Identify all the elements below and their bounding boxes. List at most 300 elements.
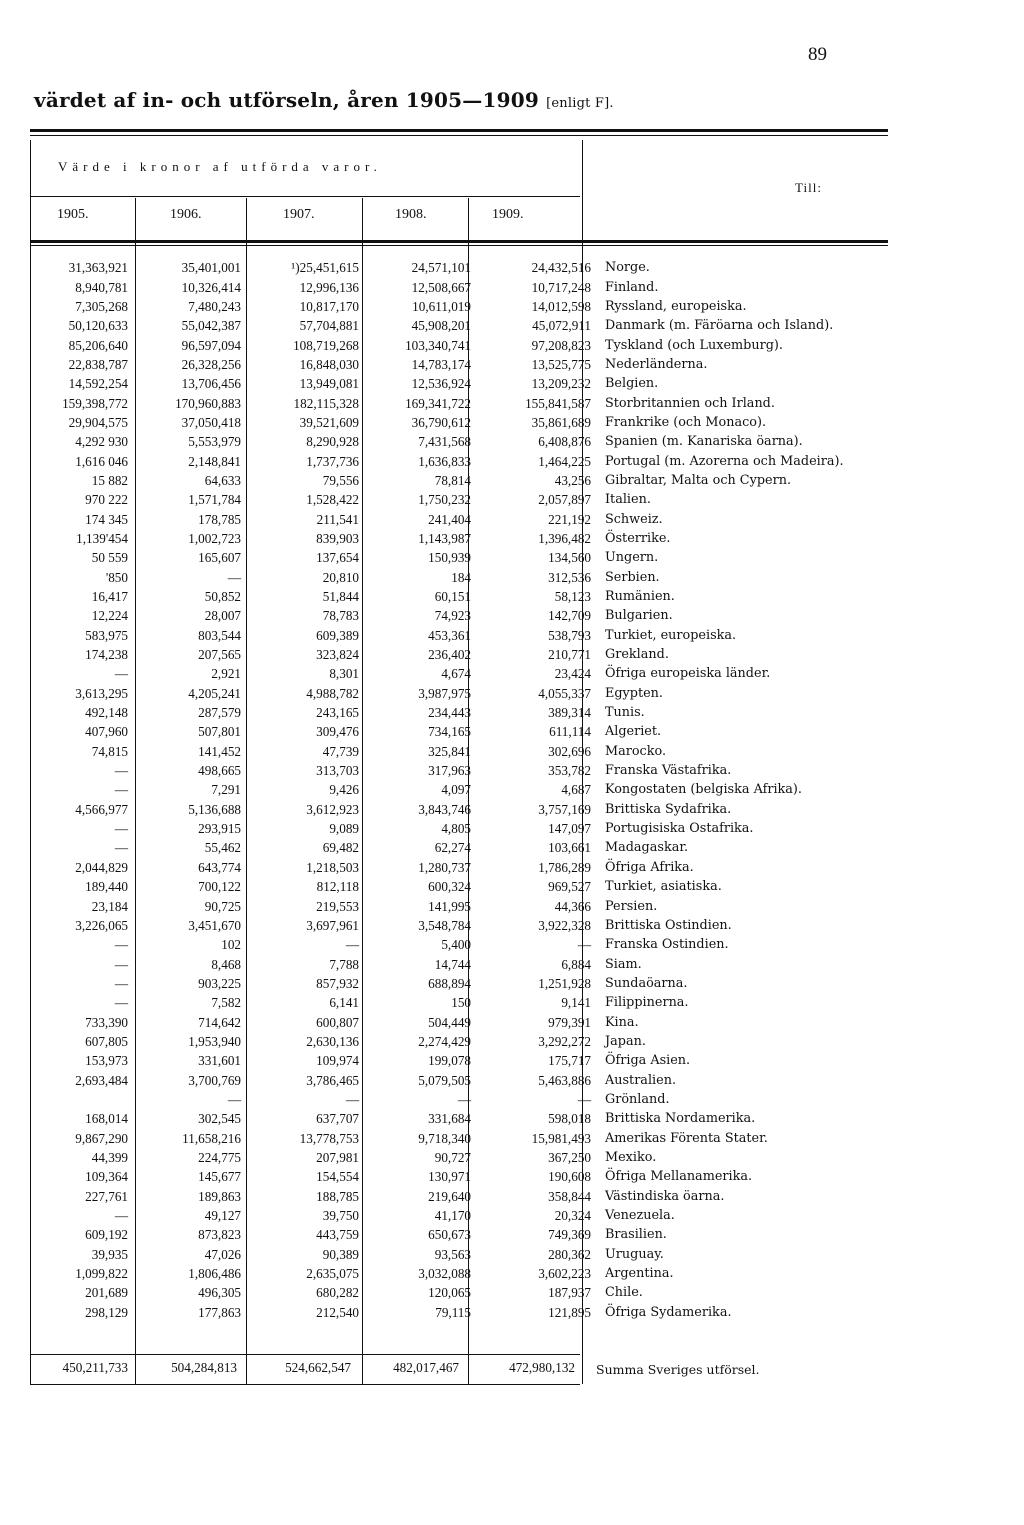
destination-cell: Japan. bbox=[605, 1033, 646, 1049]
table-row bbox=[30, 1187, 909, 1206]
value-cell: 7,480,243 bbox=[188, 298, 241, 314]
value-cell: 207,565 bbox=[198, 647, 241, 663]
total-1905: 450,211,733 bbox=[62, 1360, 128, 1375]
value-cell: 1,099,822 bbox=[75, 1266, 128, 1282]
value-cell: 103,340,741 bbox=[405, 337, 471, 353]
value-cell: — bbox=[114, 975, 128, 991]
value-cell: 4,988,782 bbox=[306, 685, 359, 701]
value-cell: 5,136,688 bbox=[188, 801, 241, 817]
value-cell: 6,141 bbox=[329, 995, 359, 1011]
value-cell: 3,843,746 bbox=[418, 801, 471, 817]
value-cell: 1,953,940 bbox=[188, 1033, 241, 1049]
value-cell: 1,251,928 bbox=[538, 975, 591, 991]
destination-cell: Australien. bbox=[605, 1072, 677, 1088]
value-cell: 44,399 bbox=[91, 1149, 128, 1165]
value-cell: 9,718,340 bbox=[418, 1130, 471, 1146]
value-cell: 3,602,223 bbox=[538, 1266, 591, 1282]
value-cell: 8,468 bbox=[211, 956, 241, 972]
value-cell: 4,674 bbox=[441, 666, 471, 682]
table-row bbox=[30, 374, 909, 393]
value-cell: 37,050,418 bbox=[181, 414, 241, 430]
destination-cell: Belgien. bbox=[605, 376, 659, 392]
table-row bbox=[30, 355, 909, 374]
value-cell: 150 bbox=[451, 995, 471, 1011]
destination-cell: Portugisiska Ostafrika. bbox=[605, 821, 754, 837]
value-cell: 177,863 bbox=[198, 1304, 241, 1320]
value-cell: 1,636,833 bbox=[418, 453, 471, 469]
value-cell: — bbox=[114, 666, 128, 682]
destination-cell: Grekland. bbox=[605, 647, 669, 663]
table-row bbox=[30, 645, 909, 664]
value-cell: 13,778,753 bbox=[299, 1130, 359, 1146]
value-cell: 219,553 bbox=[316, 898, 359, 914]
value-cell: 583,975 bbox=[85, 627, 128, 643]
table-row bbox=[30, 780, 909, 799]
value-cell: 55,042,387 bbox=[181, 318, 241, 334]
value-cell: 2,044,829 bbox=[75, 859, 128, 875]
value-cell: 353,782 bbox=[548, 763, 591, 779]
table-row bbox=[30, 684, 909, 703]
table-row bbox=[30, 838, 909, 857]
value-cell: 74,815 bbox=[91, 743, 128, 759]
value-cell: 302,545 bbox=[198, 1111, 241, 1127]
value-cell: 47,026 bbox=[204, 1246, 241, 1262]
total-top-rule bbox=[30, 1354, 580, 1355]
value-cell: 153,973 bbox=[85, 1053, 128, 1069]
value-cell: 714,642 bbox=[198, 1014, 241, 1030]
value-cell: 39,521,609 bbox=[299, 414, 359, 430]
value-cell: 803,544 bbox=[198, 627, 241, 643]
value-cell: 96,597,094 bbox=[181, 337, 241, 353]
destination-cell: Kongostaten (belgiska Afrika). bbox=[605, 782, 802, 798]
value-cell: — bbox=[457, 1091, 471, 1107]
year-header-1909: 1909. bbox=[492, 207, 524, 222]
table-row bbox=[30, 1128, 909, 1147]
total-1908: 482,017,467 bbox=[393, 1360, 459, 1375]
value-cell: 170,960,883 bbox=[175, 395, 241, 411]
value-cell: 498,665 bbox=[198, 763, 241, 779]
destination-cell: Ungern. bbox=[605, 550, 659, 566]
destination-cell: Amerikas Förenta Stater. bbox=[605, 1130, 768, 1146]
value-cell: 680,282 bbox=[316, 1285, 359, 1301]
value-cell: 31,363,921 bbox=[68, 260, 128, 276]
value-cell: 210,771 bbox=[548, 647, 591, 663]
value-cell: 3,922,328 bbox=[538, 917, 591, 933]
value-cell: 45,072,911 bbox=[532, 318, 591, 334]
value-cell: 15,981,493 bbox=[531, 1130, 591, 1146]
value-cell: — bbox=[345, 1091, 359, 1107]
value-cell: 3,987,975 bbox=[418, 685, 471, 701]
table-row bbox=[30, 335, 909, 354]
value-cell: 1,750,232 bbox=[418, 492, 471, 508]
table-row bbox=[30, 722, 909, 741]
value-cell: 121,895 bbox=[548, 1304, 591, 1320]
destination-cell: Chile. bbox=[605, 1285, 643, 1301]
value-cell: 4,805 bbox=[441, 821, 471, 837]
value-cell: 280,362 bbox=[548, 1246, 591, 1262]
value-cell: 3,700,769 bbox=[188, 1072, 241, 1088]
value-cell: 141,452 bbox=[198, 743, 241, 759]
value-cell: 11,658,216 bbox=[182, 1130, 241, 1146]
table-row bbox=[30, 858, 909, 877]
table-row bbox=[30, 393, 909, 412]
value-cell: 14,744 bbox=[434, 956, 471, 972]
destination-cell: Gibraltar, Malta och Cypern. bbox=[605, 472, 792, 488]
value-cell: 10,717,248 bbox=[531, 279, 591, 295]
table-body bbox=[30, 258, 909, 1322]
value-cell: 7,431,568 bbox=[418, 434, 471, 450]
value-cell: 2,635,075 bbox=[306, 1266, 359, 1282]
value-cell: 57,704,881 bbox=[299, 318, 359, 334]
value-cell: 50,120,633 bbox=[68, 318, 128, 334]
value-cell: 141,995 bbox=[428, 898, 471, 914]
value-cell: 12,508,667 bbox=[411, 279, 471, 295]
value-cell: 49,127 bbox=[204, 1208, 241, 1224]
value-cell: 8,290,928 bbox=[306, 434, 359, 450]
value-cell: 60,151 bbox=[434, 589, 471, 605]
value-cell: 538,793 bbox=[548, 627, 591, 643]
value-cell: 199,078 bbox=[428, 1053, 471, 1069]
destination-cell: Öfriga Afrika. bbox=[605, 859, 694, 875]
value-cell: — bbox=[227, 1091, 241, 1107]
value-cell: 3,757,169 bbox=[538, 801, 591, 817]
year-header-1908: 1908. bbox=[395, 207, 427, 222]
destination-cell: Öfriga europeiska länder. bbox=[605, 666, 771, 682]
destination-cell: Storbritannien och Irland. bbox=[605, 395, 775, 411]
page-title-note: [enligt F]. bbox=[546, 96, 614, 111]
destination-cell: Filippinerna. bbox=[605, 995, 689, 1011]
table-row bbox=[30, 800, 909, 819]
destination-cell: Brasilien. bbox=[605, 1227, 667, 1243]
value-cell: 189,863 bbox=[198, 1188, 241, 1204]
value-cell: 700,122 bbox=[198, 879, 241, 895]
destination-cell: Siam. bbox=[605, 956, 642, 972]
value-cell: 6,884 bbox=[561, 956, 591, 972]
value-cell: 182,115,328 bbox=[293, 395, 359, 411]
table-row bbox=[30, 587, 909, 606]
value-cell: — bbox=[114, 821, 128, 837]
year-header-1905: 1905. bbox=[57, 207, 89, 222]
year-divider-rule bbox=[30, 196, 580, 197]
table-row bbox=[30, 277, 909, 296]
value-cell: 20,810 bbox=[322, 569, 359, 585]
value-cell: 3,451,670 bbox=[188, 917, 241, 933]
value-cell: 26,328,256 bbox=[181, 356, 241, 372]
total-1909: 472,980,132 bbox=[509, 1360, 575, 1375]
value-cell: 637,707 bbox=[316, 1111, 359, 1127]
value-cell: 69,482 bbox=[322, 840, 359, 856]
value-cell: 29,904,575 bbox=[68, 414, 128, 430]
value-cell: 243,165 bbox=[316, 705, 359, 721]
table-row bbox=[30, 316, 909, 335]
value-cell: 227,761 bbox=[85, 1188, 128, 1204]
table-row bbox=[30, 1206, 909, 1225]
value-cell: 175,717 bbox=[548, 1053, 591, 1069]
destination-cell: Finland. bbox=[605, 279, 659, 295]
value-cell: 903,225 bbox=[198, 975, 241, 991]
destination-cell: Grönland. bbox=[605, 1091, 670, 1107]
value-cell: 85,206,640 bbox=[68, 337, 128, 353]
value-cell: 43,256 bbox=[554, 472, 591, 488]
header-bottom-thick-rule bbox=[30, 240, 888, 243]
table-row bbox=[30, 819, 909, 838]
table-row bbox=[30, 413, 909, 432]
destination-cell: Persien. bbox=[605, 898, 658, 914]
value-cell: 7,291 bbox=[211, 782, 241, 798]
value-cell: 165,607 bbox=[198, 550, 241, 566]
page-title bbox=[34, 88, 614, 112]
value-cell: 137,654 bbox=[316, 550, 359, 566]
value-cell: 4,205,241 bbox=[188, 685, 241, 701]
value-cell: 62,274 bbox=[434, 840, 471, 856]
destination-cell: Schweiz. bbox=[605, 511, 663, 527]
value-cell: 312,536 bbox=[548, 569, 591, 585]
table-row bbox=[30, 432, 909, 451]
year-header-1907: 1907. bbox=[283, 207, 315, 222]
value-cell: 407,960 bbox=[85, 724, 128, 740]
value-cell: ¹)25,451,615 bbox=[291, 260, 359, 276]
table-row bbox=[30, 935, 909, 954]
value-cell: 3,226,065 bbox=[75, 917, 128, 933]
value-cell: 36,790,612 bbox=[411, 414, 471, 430]
value-cell: 184 bbox=[451, 569, 471, 585]
destination-cell: Uruguay. bbox=[605, 1246, 664, 1262]
value-cell: 12,536,924 bbox=[411, 376, 471, 392]
value-cell: 7,582 bbox=[211, 995, 241, 1011]
value-cell: 154,554 bbox=[316, 1169, 359, 1185]
value-cell: 93,563 bbox=[434, 1246, 471, 1262]
value-cell: 120,065 bbox=[428, 1285, 471, 1301]
destination-cell: Öfriga Sydamerika. bbox=[605, 1304, 732, 1320]
value-cell: 1,139'454 bbox=[76, 530, 128, 546]
value-cell: 234,443 bbox=[428, 705, 471, 721]
value-cell: 3,548,784 bbox=[418, 917, 471, 933]
value-cell: 187,937 bbox=[548, 1285, 591, 1301]
value-cell: 79,115 bbox=[435, 1304, 471, 1320]
value-cell: 12,224 bbox=[91, 608, 128, 624]
value-cell: 970 222 bbox=[85, 492, 128, 508]
value-cell: 600,324 bbox=[428, 879, 471, 895]
total-1907: 524,662,547 bbox=[285, 1360, 351, 1375]
value-cell: 14,783,174 bbox=[411, 356, 471, 372]
value-cell: 4,097 bbox=[441, 782, 471, 798]
value-cell: 4,055,337 bbox=[538, 685, 591, 701]
value-cell: 219,640 bbox=[428, 1188, 471, 1204]
value-cell: 598,018 bbox=[548, 1111, 591, 1127]
value-cell: 90,727 bbox=[434, 1149, 471, 1165]
value-cell: 134,560 bbox=[548, 550, 591, 566]
destination-cell: Bulgarien. bbox=[605, 608, 673, 624]
value-cell: 8,940,781 bbox=[75, 279, 128, 295]
destination-cell: Kina. bbox=[605, 1014, 639, 1030]
total-label: Summa Sveriges utförsel. bbox=[596, 1362, 760, 1377]
value-cell: 45,908,201 bbox=[411, 318, 471, 334]
value-cell: 2,148,841 bbox=[188, 453, 241, 469]
value-cell: — bbox=[114, 840, 128, 856]
export-value-table bbox=[30, 258, 909, 1322]
value-cell: 28,007 bbox=[204, 608, 241, 624]
value-cell: 839,903 bbox=[316, 530, 359, 546]
top-thin-rule bbox=[30, 135, 888, 136]
value-cell: — bbox=[114, 763, 128, 779]
total-bottom-rule bbox=[30, 1384, 580, 1385]
value-cell: 979,391 bbox=[548, 1014, 591, 1030]
table-row bbox=[30, 993, 909, 1012]
table-row bbox=[30, 664, 909, 683]
value-cell: 159,398,772 bbox=[62, 395, 128, 411]
value-cell: 358,844 bbox=[548, 1188, 591, 1204]
value-cell: — bbox=[114, 937, 128, 953]
value-cell: 130,971 bbox=[428, 1169, 471, 1185]
value-cell: 201,689 bbox=[85, 1285, 128, 1301]
value-cell: 1,571,784 bbox=[188, 492, 241, 508]
destination-cell: Rumänien. bbox=[605, 589, 675, 605]
value-cell: 609,389 bbox=[316, 627, 359, 643]
value-cell: 9,867,290 bbox=[75, 1130, 128, 1146]
destination-cell: Norge. bbox=[605, 260, 650, 276]
destination-cell: Sundaöarna. bbox=[605, 975, 688, 991]
table-row bbox=[30, 1070, 909, 1089]
value-cell: 1,616 046 bbox=[75, 453, 128, 469]
value-cell: 212,540 bbox=[316, 1304, 359, 1320]
value-cell: 4,687 bbox=[561, 782, 591, 798]
value-cell: 2,693,484 bbox=[75, 1072, 128, 1088]
value-cell: 873,823 bbox=[198, 1227, 241, 1243]
value-cell: 3,292,272 bbox=[538, 1033, 591, 1049]
value-cell: 1,143,987 bbox=[418, 530, 471, 546]
destination-cell: Öfriga Asien. bbox=[605, 1053, 691, 1069]
value-cell: 12,996,136 bbox=[299, 279, 359, 295]
value-cell: 643,774 bbox=[198, 859, 241, 875]
table-row bbox=[30, 568, 909, 587]
value-group-header: Värde i kronor af utförda varor. bbox=[58, 159, 382, 174]
value-cell: 64,633 bbox=[204, 472, 241, 488]
value-cell: 207,981 bbox=[316, 1149, 359, 1165]
value-cell: 8,301 bbox=[329, 666, 359, 682]
value-cell: 6,408,876 bbox=[538, 434, 591, 450]
value-cell: 600,807 bbox=[316, 1014, 359, 1030]
table-row bbox=[30, 916, 909, 935]
destination-cell: Egypten. bbox=[605, 685, 663, 701]
page-title-text: värdet af in- och utförseln, åren 1905—1909 bbox=[34, 88, 539, 112]
value-cell: 5,079,505 bbox=[418, 1072, 471, 1088]
value-cell bbox=[30, 1090, 132, 1109]
page-number: 89 bbox=[808, 44, 827, 65]
value-cell: 35,861,689 bbox=[531, 414, 591, 430]
value-cell: 2,630,136 bbox=[306, 1033, 359, 1049]
table-row bbox=[30, 606, 909, 625]
value-cell: 331,684 bbox=[428, 1111, 471, 1127]
value-cell: 168,014 bbox=[85, 1111, 128, 1127]
value-cell: 190,608 bbox=[548, 1169, 591, 1185]
value-cell: 1,786,289 bbox=[538, 859, 591, 875]
value-cell: 55,462 bbox=[204, 840, 241, 856]
value-cell: 1,396,482 bbox=[538, 530, 591, 546]
value-cell: 44,366 bbox=[554, 898, 591, 914]
value-cell: 109,974 bbox=[316, 1053, 359, 1069]
value-cell: 7,788 bbox=[329, 956, 359, 972]
value-cell: 10,611,019 bbox=[412, 298, 471, 314]
destination-cell: Turkiet, asiatiska. bbox=[605, 879, 722, 895]
destination-cell: Marocko. bbox=[605, 743, 667, 759]
value-cell: 298,129 bbox=[85, 1304, 128, 1320]
value-cell: 2,274,429 bbox=[418, 1033, 471, 1049]
value-cell: 1,737,736 bbox=[306, 453, 359, 469]
value-cell: 611,114 bbox=[549, 724, 591, 740]
table-row bbox=[30, 877, 909, 896]
table-row bbox=[30, 451, 909, 470]
destination-cell: Algeriet. bbox=[605, 724, 662, 740]
value-cell: — bbox=[114, 956, 128, 972]
value-cell: 331,601 bbox=[198, 1053, 241, 1069]
value-cell: 1,218,503 bbox=[306, 859, 359, 875]
top-thick-rule bbox=[30, 129, 888, 132]
value-cell: 812,118 bbox=[316, 879, 359, 895]
value-cell: 5,463,886 bbox=[538, 1072, 591, 1088]
value-cell: 9,141 bbox=[561, 995, 591, 1011]
destination-cell: Brittiska Nordamerika. bbox=[605, 1111, 756, 1127]
value-cell: — bbox=[114, 782, 128, 798]
value-cell: — bbox=[577, 937, 591, 953]
value-cell: 16,417 bbox=[91, 589, 128, 605]
value-cell: 51,844 bbox=[322, 589, 359, 605]
destination-cell: Tunis. bbox=[605, 705, 645, 721]
value-cell: 609,192 bbox=[85, 1227, 128, 1243]
table-row bbox=[30, 1090, 909, 1109]
value-cell: 189,440 bbox=[85, 879, 128, 895]
value-cell: 142,709 bbox=[548, 608, 591, 624]
value-cell: 317,963 bbox=[428, 763, 471, 779]
value-cell: 35,401,001 bbox=[181, 260, 241, 276]
value-cell: 309,476 bbox=[316, 724, 359, 740]
table-row bbox=[30, 1283, 909, 1302]
value-cell: 188,785 bbox=[316, 1188, 359, 1204]
value-cell: 4,292 930 bbox=[75, 434, 128, 450]
value-cell: 78,783 bbox=[322, 608, 359, 624]
value-cell: 90,725 bbox=[204, 898, 241, 914]
value-cell: 109,364 bbox=[85, 1169, 128, 1185]
table-row bbox=[30, 1148, 909, 1167]
table-row bbox=[30, 490, 909, 509]
value-cell: — bbox=[114, 995, 128, 1011]
value-cell: 367,250 bbox=[548, 1149, 591, 1165]
value-cell: 313,703 bbox=[316, 763, 359, 779]
value-cell: 23,184 bbox=[91, 898, 128, 914]
value-cell: 241,404 bbox=[428, 511, 471, 527]
table-row bbox=[30, 1109, 909, 1128]
value-cell: 155,841,587 bbox=[525, 395, 591, 411]
table-row bbox=[30, 258, 909, 277]
destination-cell: Argentina. bbox=[605, 1266, 674, 1282]
value-cell: 1,002,723 bbox=[188, 530, 241, 546]
value-cell: 24,571,101 bbox=[411, 260, 471, 276]
value-cell: 3,786,465 bbox=[306, 1072, 359, 1088]
value-cell: 650,673 bbox=[428, 1227, 471, 1243]
value-cell: 287,579 bbox=[198, 705, 241, 721]
table-row bbox=[30, 954, 909, 973]
value-cell: 734,165 bbox=[428, 724, 471, 740]
value-cell: 13,525,775 bbox=[531, 356, 591, 372]
value-cell: 108,719,268 bbox=[293, 337, 359, 353]
table-row bbox=[30, 1167, 909, 1186]
destination-cell: Nederländerna. bbox=[605, 356, 708, 372]
table-row bbox=[30, 297, 909, 316]
table-row bbox=[30, 974, 909, 993]
value-cell: 443,759 bbox=[316, 1227, 359, 1243]
value-cell: 20,324 bbox=[554, 1208, 591, 1224]
value-cell: 453,361 bbox=[428, 627, 471, 643]
value-cell: 50,852 bbox=[204, 589, 241, 605]
